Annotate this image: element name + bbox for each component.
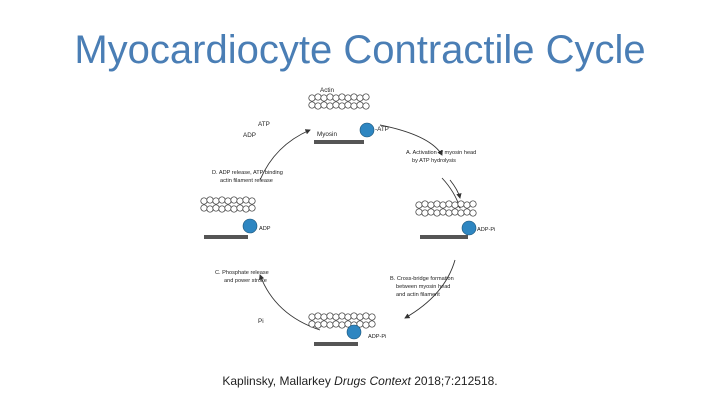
myosin-label: Myosin [317,131,337,138]
svg-text:and actin filament: and actin filament [396,292,440,298]
state-bottom [258,313,386,346]
adp-top-label: ADP [243,132,256,139]
myosin-head-bottom [347,325,361,339]
svg-text:C. Phosphate release: C. Phosphate release [215,270,269,276]
actin-filament-top [309,94,369,109]
pi-label: Pi [258,318,264,325]
svg-text:actin filament release: actin filament release [220,178,273,184]
svg-text:D. ADP release, ATP binding: D. ADP release, ATP binding [212,170,283,176]
citation [0,374,720,388]
step-d-label [212,170,283,184]
state-bottom-label: ADP-Pi [368,334,387,340]
myosin-head-right [462,221,476,235]
step-b-label [390,276,454,298]
state-right [416,201,496,239]
citation-ref: 2018;7:212518. [414,374,498,388]
actin-filament-bottom [309,313,375,328]
myosin-thick-filament-left [204,235,248,239]
actin-label: Actin [320,87,334,94]
svg-text:and power stroke: and power stroke [224,278,267,284]
myosin-top-state: -ATP [375,126,389,133]
atp-top-label: ATP [258,121,270,128]
step-a-label [406,150,476,164]
actin-filament-left [201,197,255,212]
state-left-label: ADP [259,226,271,232]
state-top [243,87,389,144]
state-left [201,197,271,239]
contractile-cycle-diagram [180,80,540,360]
myosin-thick-filament-right [420,235,468,239]
slide-title: Myocardiocyte Contractile Cycle [74,28,646,72]
svg-text:A. Activation of myosin head: A. Activation of myosin head [406,150,477,156]
actin-filament-right [416,201,476,216]
myosin-thick-filament-top [314,140,364,144]
myosin-head-top [360,123,374,137]
svg-text:between myosin head: between myosin head [396,284,451,290]
state-right-label: ADP-Pi [477,227,496,233]
svg-text:by ATP hydrolysis: by ATP hydrolysis [412,158,456,164]
svg-text:B. Cross-bridge formation: B. Cross-bridge formation [390,276,454,282]
myosin-head-left [243,219,257,233]
citation-journal: Drugs Context [334,374,411,388]
myosin-thick-filament-bottom [314,342,358,346]
citation-authors: Kaplinsky, Mallarkey [222,374,331,388]
